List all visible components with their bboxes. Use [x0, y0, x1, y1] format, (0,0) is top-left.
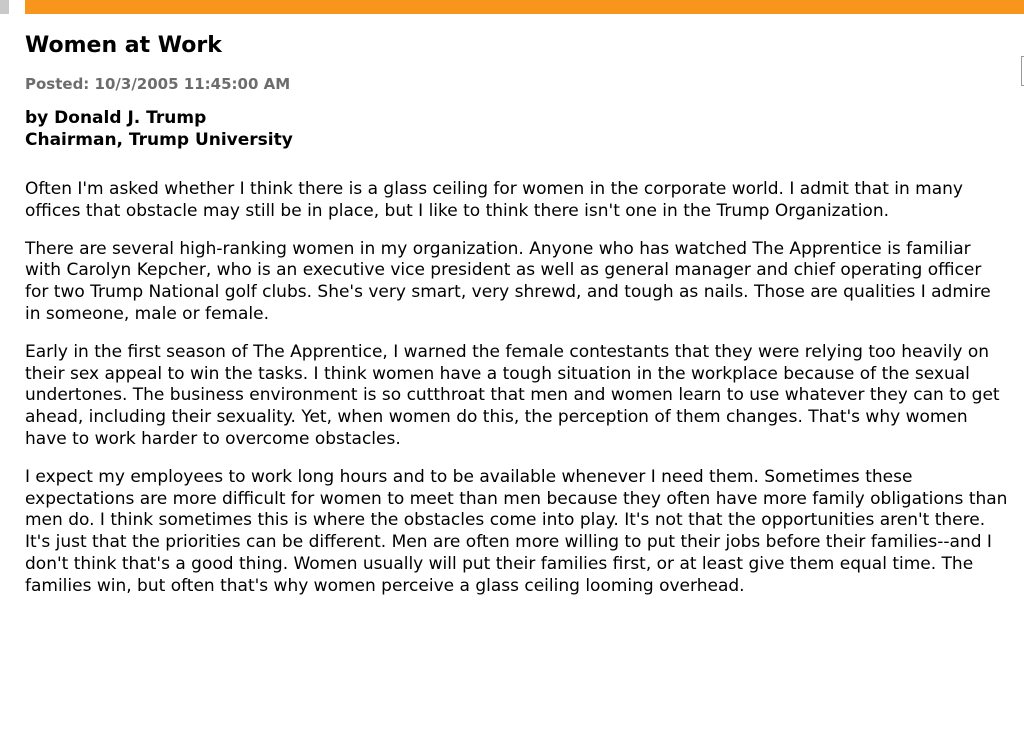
- paragraph-3: Early in the first season of The Apprentice, I warned the female contestants that they were relying too heavily on their sex appeal to win the tasks. I think women have a tough situation in the workplace because of the sexual undertones. The business environment is so cutthroat that men and women learn to use whatever they can to get ahead, including their sexuality. Yet, when women do this, the perception of them changes. That's why women have to work harder to overcome obstacles.: [25, 341, 1000, 449]
- byline: [25, 107, 1010, 151]
- clipped-sidebar: [1017, 30, 1024, 734]
- paragraph-1: Often I'm asked whether I think there is a glass ceiling for women in the corporate world. I admit that in many offices that obstacle may still be in place, but I like to think there isn't one in the Trump Organization.: [25, 179, 963, 221]
- article-body: [25, 179, 1010, 598]
- byline-name: by Donald J. Trump: [25, 108, 207, 128]
- paragraph-2: There are several high-ranking women in my organization. Anyone who has watched The Apprentice is familiar with Carolyn Kepcher, who is an executive vice president as well as general manager and chief operating officer for two Trump National golf clubs. She's very smart, very shrewd, and tough as nails. Those are qualities I admire in someone, male or female.: [25, 238, 991, 324]
- top-accent-bar: [0, 0, 1024, 14]
- top-bar-nub: [0, 0, 9, 14]
- top-bar-gap: [9, 0, 25, 14]
- byline-title: Chairman, Trump University: [25, 130, 293, 150]
- article-title: Women at Work: [25, 33, 222, 58]
- posted-date: Posted: 10/3/2005 11:45:00 AM: [25, 75, 291, 93]
- article: [25, 30, 1010, 614]
- paragraph-4: I expect my employees to work long hours and to be available whenever I need them. Sometimes these expectations are more difficult for women to meet than men because they often have more family obligations than men do. I think sometimes this is where the obstacles come into play. It's not that the opportunities aren't there. It's just that the priorities can be different. Men are often more willing to put their jobs before their families--and I don't think that's a good thing. Women usually will put their families first, or at least give them equal time. The families win, but often that's why women perceive a glass ceiling looming overhead.: [25, 466, 1008, 596]
